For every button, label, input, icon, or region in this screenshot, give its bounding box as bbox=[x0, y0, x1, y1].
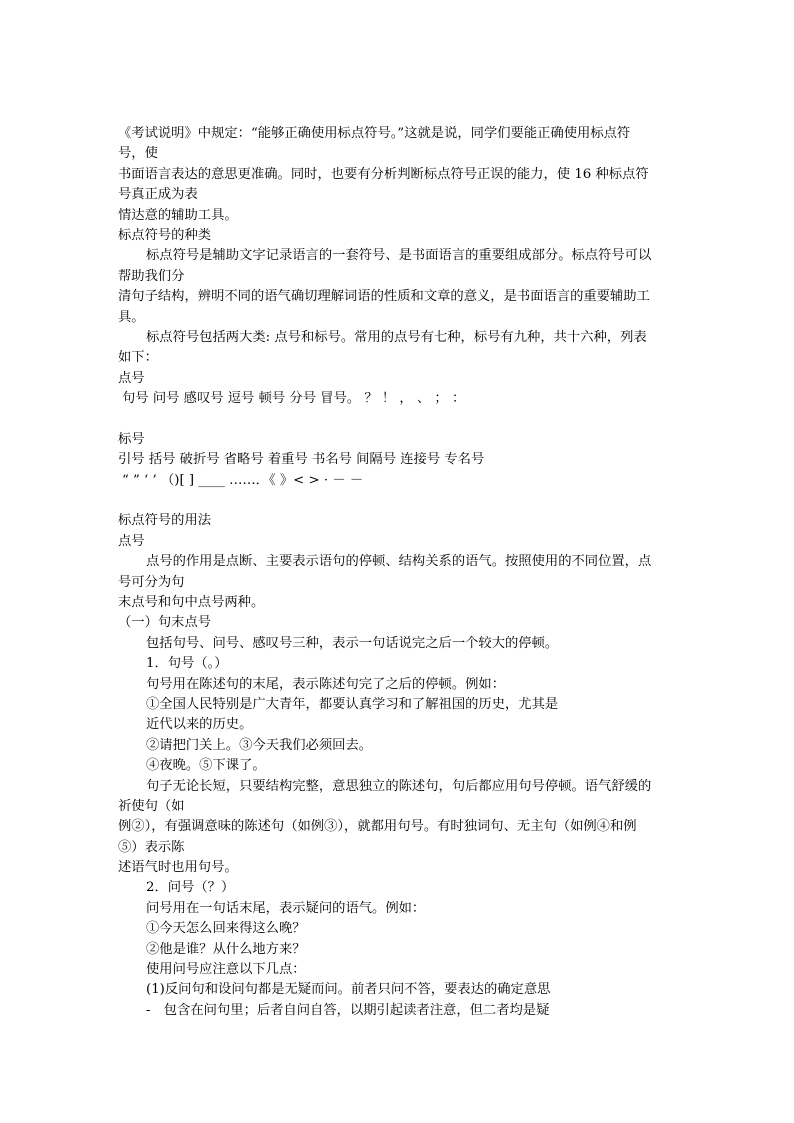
text-line: 点号 bbox=[118, 533, 145, 549]
text-line: 2．问号（？） bbox=[146, 880, 235, 896]
text-line: 述语气时也用句号。 bbox=[118, 860, 238, 876]
text-line: ②请把门关上。③今天我们必须回去。 bbox=[146, 737, 373, 753]
text-line: 使用问号应注意以下几点： bbox=[146, 962, 306, 978]
text-line: 引号 括号 破折号 省略号 着重号 书名号 间隔号 连接号 专名号 bbox=[118, 452, 485, 468]
text-line: 点号 bbox=[118, 370, 145, 386]
text-line: - 包含在问句里；后者自问自答，以期引起读者注意，但二者均是疑 bbox=[146, 1002, 550, 1018]
text-line: 具。 bbox=[118, 309, 145, 325]
blank-line bbox=[118, 491, 678, 511]
text-line: ④夜晚。⑤下课了。 bbox=[146, 758, 266, 774]
text-line: 标点符号包括两大类: 点号和标号。常用的点号有七种，标号有九种，共十六种，列表 bbox=[146, 329, 647, 345]
text-line: 祈使句（如 bbox=[118, 798, 185, 814]
text-line: 句号用在陈述句的末尾，表示陈述句完了之后的停顿。例如： bbox=[146, 676, 506, 692]
text-line: 号可分为句 bbox=[118, 574, 185, 590]
text-line: ①今天怎么回来得这么晚？ bbox=[146, 921, 306, 937]
text-line: 标点符号的种类 bbox=[118, 227, 212, 243]
text-line: 号真正成为表 bbox=[118, 187, 198, 203]
text-line: 1．句号（。） bbox=[146, 656, 228, 672]
text-line: ⑤）表示陈 bbox=[118, 839, 185, 855]
text-line: 标号 bbox=[118, 431, 145, 447]
document-page bbox=[118, 124, 678, 1021]
text-line: 书面语言表达的意思更准确。同时，也要有分析判断标点符号正误的能力，使 16 种标点符 bbox=[118, 166, 649, 182]
text-line: “ ” ‘ ’ （)[ ] ____ ……．《 》< > · － － bbox=[122, 472, 364, 488]
text-line: (1)反问句和设问句都是无疑而问。前者只问不答，要表达的确定意思 bbox=[146, 982, 551, 998]
text-line: 清句子结构，辨明不同的语气确切理解词语的性质和文章的意义，是书面语言的重要辅助工 bbox=[118, 289, 650, 305]
text-line: 包括句号、问号、感叹号三种，表示一句话说完之后一个较大的停顿。 bbox=[146, 635, 559, 651]
text-line: 标点符号的用法 bbox=[118, 513, 212, 529]
text-line: 标点符号是辅助文字记录语言的一套符号、是书面语言的重要组成部分。标点符号可以 bbox=[146, 248, 652, 264]
text-line: 点号的作用是点断、主要表示语句的停顿、结构关系的语气。按照使用的不同位置，点 bbox=[146, 554, 652, 570]
text-line: 《考试说明》中规定：“能够正确使用标点符号。”这就是说，同学们要能正确使用标点符 bbox=[118, 126, 631, 141]
text-line: 例②），有强调意味的陈述句（如例③），就都用句号。有时独词句、无主句（如例④和例 bbox=[118, 819, 637, 835]
blank-line bbox=[118, 409, 678, 429]
text-line: 句号 问号 感叹号 逗号 顿号 分号 冒号。 ？ ！ ， 、 ； ： bbox=[122, 391, 466, 407]
text-line: 近代以来的历史。 bbox=[146, 717, 253, 733]
text-line: 末点号和句中点号两种。 bbox=[118, 594, 265, 610]
text-line: 情达意的辅助工具。 bbox=[118, 207, 238, 223]
text-line: 帮助我们分 bbox=[118, 268, 185, 284]
text-line: ①全国人民特别是广大青年，都要认真学习和了解祖国的历史，尤其是 bbox=[146, 696, 559, 712]
text-line: 问号用在一句话末尾，表示疑问的语气。例如： bbox=[146, 900, 426, 916]
text-line: 号，使 bbox=[118, 146, 158, 162]
text-line: 句子无论长短，只要结构完整，意思独立的陈述句，句后都应用句号停顿。语气舒缓的 bbox=[146, 778, 652, 794]
text-line: 如下： bbox=[118, 350, 158, 366]
text-line: （一）句末点号 bbox=[118, 615, 212, 631]
text-line: ②他是谁？从什么地方来？ bbox=[146, 941, 306, 957]
